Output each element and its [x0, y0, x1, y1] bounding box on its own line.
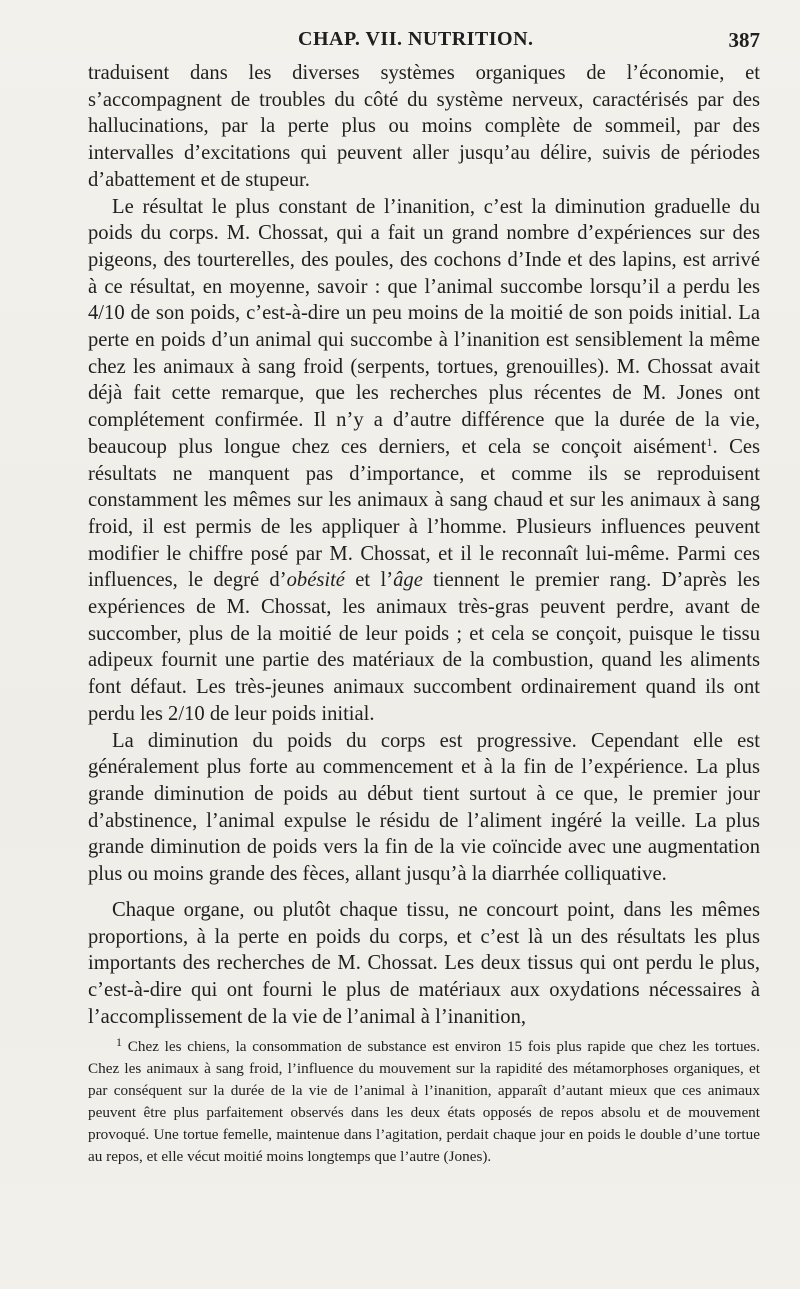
paragraph-2-part-c: et l’	[344, 569, 394, 592]
footnote	[88, 1036, 760, 1168]
footnote-text: Chez les chiens, la consommation de substance est environ 15 fois plus rapide que chez les tortues. Chez les animaux à sang froid, l’influence du mouvement sur la rapidité des métamorphoses organiques, et par conséquent sur la durée de la vie de l’animal à l’inanition, apparaît d’autant mieux que ces animaux peuvent être plus parfaitement observés dans les deux états opposés de repos absolu et de mouvement provoqué. Une tortue femelle, maintenue dans l’agitation, perdait chaque jour en poids le double d’une tortue au repos, et elle vécut moitié moins longtemps que l’autre (Jones).	[88, 1038, 760, 1166]
paragraph-3: La diminution du poids du corps est progressive. Cependant elle est généralement plus forte au commencement et à la fin de l’expérience. La plus grande diminution de poids au début tient surtout à ce que, le premier jour d’abstinence, l’animal expulse le résidu de l’aliment ingéré la veille. La plus grande diminution de poids vers la fin de la vie coïncide avec une augmentation plus ou moins grande des fèces, allant jusqu’à la diarrhée colliquative.	[88, 729, 760, 886]
paragraph-2	[88, 194, 760, 728]
running-head: CHAP. VII. NUTRITION.	[298, 28, 534, 50]
footnote-marker: 1	[116, 1035, 122, 1050]
body-text	[88, 60, 760, 1030]
page-header	[88, 28, 760, 56]
term-age: âge	[393, 569, 423, 592]
footnote-paragraph	[88, 1036, 760, 1168]
paragraph-2-part-a: Le résultat le plus constant de l’inanition, c’est la diminution graduelle du poids du corps. M. Chossat, qui a fait un grand nombre d’expériences sur des pigeons, des tourterelles, des poules, des cochons d’Inde et des lapins, est arrivé à ce résultat, en moyenne, savoir : que l’animal succombe lorsqu’il a perdu les 4/10 de son poids, c’est-à-dire un peu moins de la moitié de son poids initial. La perte en poids d’un animal qui succombe à l’inanition est sensiblement la même chez les animaux à sang froid (serpents, tortues, grenouilles). M. Chossat avait déjà fait cette remarque, que les recherches plus récentes de M. Jones ont complétement confirmée. Il n’y a d’autre différence que la durée de la vie, beaucoup plus longue chez ces derniers, et cela se conçoit aisément	[88, 195, 760, 458]
footnote-reference: 1	[706, 434, 713, 449]
paragraph-4: Chaque organe, ou plutôt chaque tissu, ne concourt point, dans les mêmes proportions, à la perte en poids du corps, et c’est là un des résultats les plus importants des recherches de M. Chossat. Les deux tissus qui ont perdu le plus, c’est-à-dire qui ont fourni le plus de matériaux aux oxydations nécessaires à l’accomplissement de la vie de l’animal à l’inanition,	[88, 898, 760, 1028]
paragraph-2-part-d: tiennent le premier rang. D’après les expériences de M. Chossat, les animaux très-gras peuvent perdre, avant de succomber, plus de la moitié de leur poids ; et cela se conçoit, puisque le tissu adipeux fournit une partie des matériaux de la combustion, quand les aliments font défaut. Les très-jeunes animaux succombent ordinairement quand ils ont perdu les 2/10 de leur poids initial.	[88, 569, 760, 725]
paragraph-2-part-b: . Ces résultats ne manquent pas d’importance, et comme ils se reproduisent constamment les mêmes sur les animaux à sang chaud et sur les animaux à sang froid, il est permis de les appliquer à l’homme. Plusieurs influences peuvent modifier le chiffre posé par M. Chossat, et il le reconnaît lui-même. Parmi ces influences, le degré d’	[88, 435, 760, 592]
page-number: 387	[728, 28, 760, 52]
term-obesite: obésité	[286, 569, 345, 592]
paragraph-1: traduisent dans les diverses systèmes organiques de l’économie, et s’accompagnent de troubles du côté du système nerveux, caractérisés par des hallucinations, par la perte plus ou moins complète de sommeil, par des intervalles d’excitations qui peuvent aller jusqu’au délire, suivis de périodes d’abattement et de stupeur.	[88, 62, 760, 191]
